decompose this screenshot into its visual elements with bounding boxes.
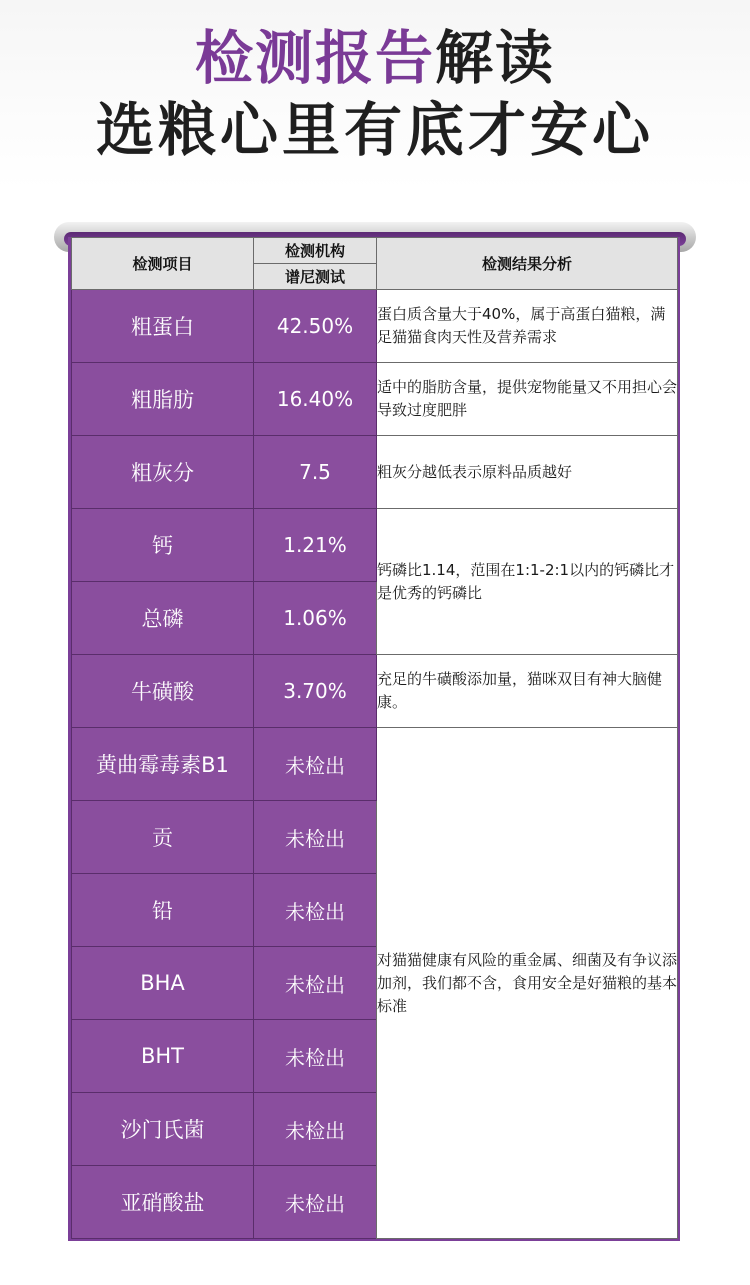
value-cell: 未检出	[254, 1166, 377, 1239]
page-heading	[0, 22, 750, 166]
heading-accent-text: 检测报告	[194, 24, 435, 92]
item-cell: 粗蛋白	[72, 290, 254, 363]
value-cell: 16.40%	[254, 363, 377, 436]
item-cell: 沙门氏菌	[72, 1093, 254, 1166]
item-cell: 粗脂肪	[72, 363, 254, 436]
item-cell: 贡	[72, 801, 254, 874]
heading-line-2: 选粮心里有底才安心	[95, 96, 654, 164]
value-cell: 3.70%	[254, 655, 377, 728]
item-cell: 铅	[72, 874, 254, 947]
table-row	[72, 728, 678, 801]
value-cell: 未检出	[254, 1093, 377, 1166]
item-cell: 粗灰分	[72, 436, 254, 509]
analysis-cell: 粗灰分越低表示原料品质越好	[377, 436, 678, 509]
analysis-cell: 适中的脂肪含量，提供宠物能量又不用担心会导致过度肥胖	[377, 363, 678, 436]
value-cell: 未检出	[254, 947, 377, 1020]
item-cell: BHT	[72, 1020, 254, 1093]
item-cell: 钙	[72, 509, 254, 582]
value-cell: 1.21%	[254, 509, 377, 582]
table-row	[72, 509, 678, 582]
analysis-cell: 钙磷比1.14，范围在1:1-2:1以内的钙磷比才是优秀的钙磷比	[377, 509, 678, 655]
heading-line-1	[0, 22, 750, 94]
value-cell: 1.06%	[254, 582, 377, 655]
table-row	[72, 436, 678, 509]
analysis-cell: 蛋白质含量大于40%，属于高蛋白猫粮，满足猫猫食肉天性及营养需求	[377, 290, 678, 363]
analysis-cell: 对猫猫健康有风险的重金属、细菌及有争议添加剂，我们都不含，食用安全是好猫粮的基本标准	[377, 728, 678, 1239]
heading-rest-text: 解读	[435, 24, 556, 92]
header-result-analysis: 检测结果分析	[377, 238, 678, 290]
item-cell: 亚硝酸盐	[72, 1166, 254, 1239]
value-cell: 42.50%	[254, 290, 377, 363]
table-row	[72, 290, 678, 363]
header-test-item: 检测项目	[72, 238, 254, 290]
header-row	[72, 238, 678, 264]
value-cell: 未检出	[254, 801, 377, 874]
item-cell: 黄曲霉毒素B1	[72, 728, 254, 801]
test-report-table	[71, 237, 678, 1239]
analysis-cell: 充足的牛磺酸添加量，猫咪双目有神大脑健康。	[377, 655, 678, 728]
item-cell: 总磷	[72, 582, 254, 655]
value-cell: 未检出	[254, 1020, 377, 1093]
value-cell: 7.5	[254, 436, 377, 509]
item-cell: BHA	[72, 947, 254, 1020]
value-cell: 未检出	[254, 874, 377, 947]
header-test-agency: 检测机构	[254, 238, 377, 264]
header-agency-name: 谱尼测试	[254, 264, 377, 290]
table-row	[72, 655, 678, 728]
value-cell: 未检出	[254, 728, 377, 801]
item-cell: 牛磺酸	[72, 655, 254, 728]
table-row	[72, 363, 678, 436]
